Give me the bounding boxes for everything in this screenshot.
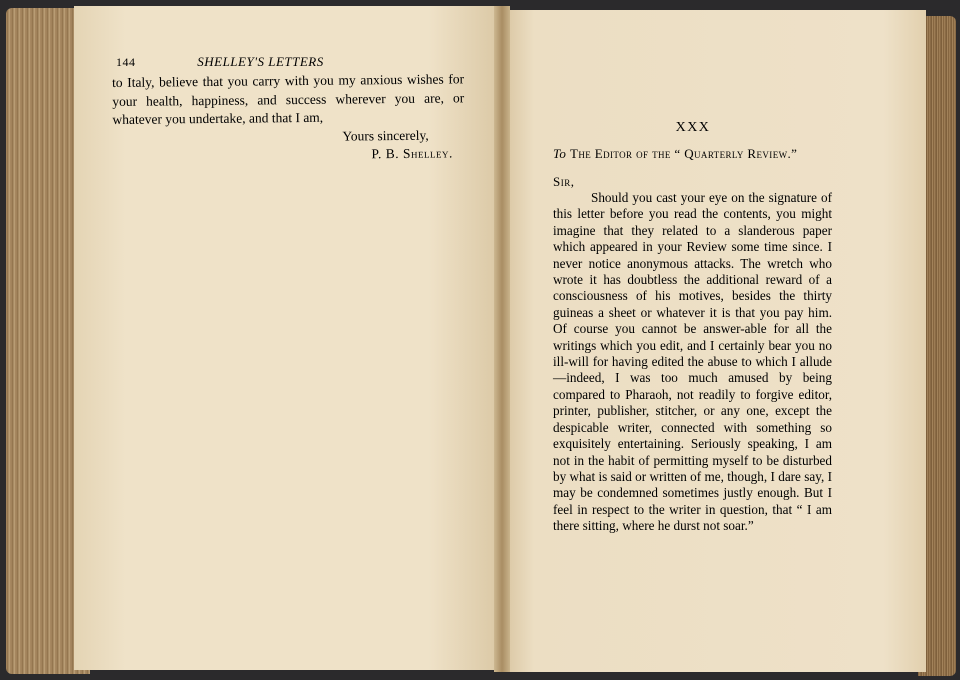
page-number: 144 <box>116 55 136 69</box>
addressee-name: The Editor of the “ Quarterly Review.” <box>570 146 798 161</box>
running-head: SHELLEY'S LETTERS <box>197 54 324 69</box>
addressee-line <box>553 146 843 162</box>
signature: P. B. Shelley. <box>371 145 453 162</box>
letter-body <box>553 190 832 535</box>
letter-ending-paragraph: to Italy, believe that you carry with you my anxious wishes for your health, happiness, and success wherever you are, or whatever you undertake, and that I am, <box>112 71 465 127</box>
closing-line: Yours sincerely, <box>342 127 429 144</box>
left-page-header <box>116 54 416 70</box>
addressee-prefix: To <box>553 146 567 161</box>
left-page-text <box>112 70 465 166</box>
book-gutter <box>494 6 510 672</box>
salutation: Sir, <box>553 174 575 189</box>
letter-number: XXX <box>675 120 711 135</box>
signoff <box>113 126 465 167</box>
letter-body-paragraph: Should you cast your eye on the signature of this letter before you read the contents, you might imagine that they related to a slanderous paper which appeared in your Review some time since. I never notice anonymous attacks. The wretch who wrote it has doubtless the additional reward of a consciousness of his motives, besides the thirty guineas a sheet or whatever it is that you pay him. Of course you cannot be answer-able for all the writings which you edit, and I certainly bear you no ill-will for having edited the abuse to which I allude—indeed, I was too much amused by being compared to Pharaoh, not readily to forgive editor, printer, publisher, stitcher, or any one, except the despicable writer, connected with something so exquisitely entertaining. Seriously speaking, I am not in the habit of permitting myself to be disturbed by what is said or written of me, though, I dare say, I may be condemned sometimes justly enough. But I feel in respect to the writer in question, that “ I am there sitting, where he durst not soar.” <box>553 190 832 534</box>
